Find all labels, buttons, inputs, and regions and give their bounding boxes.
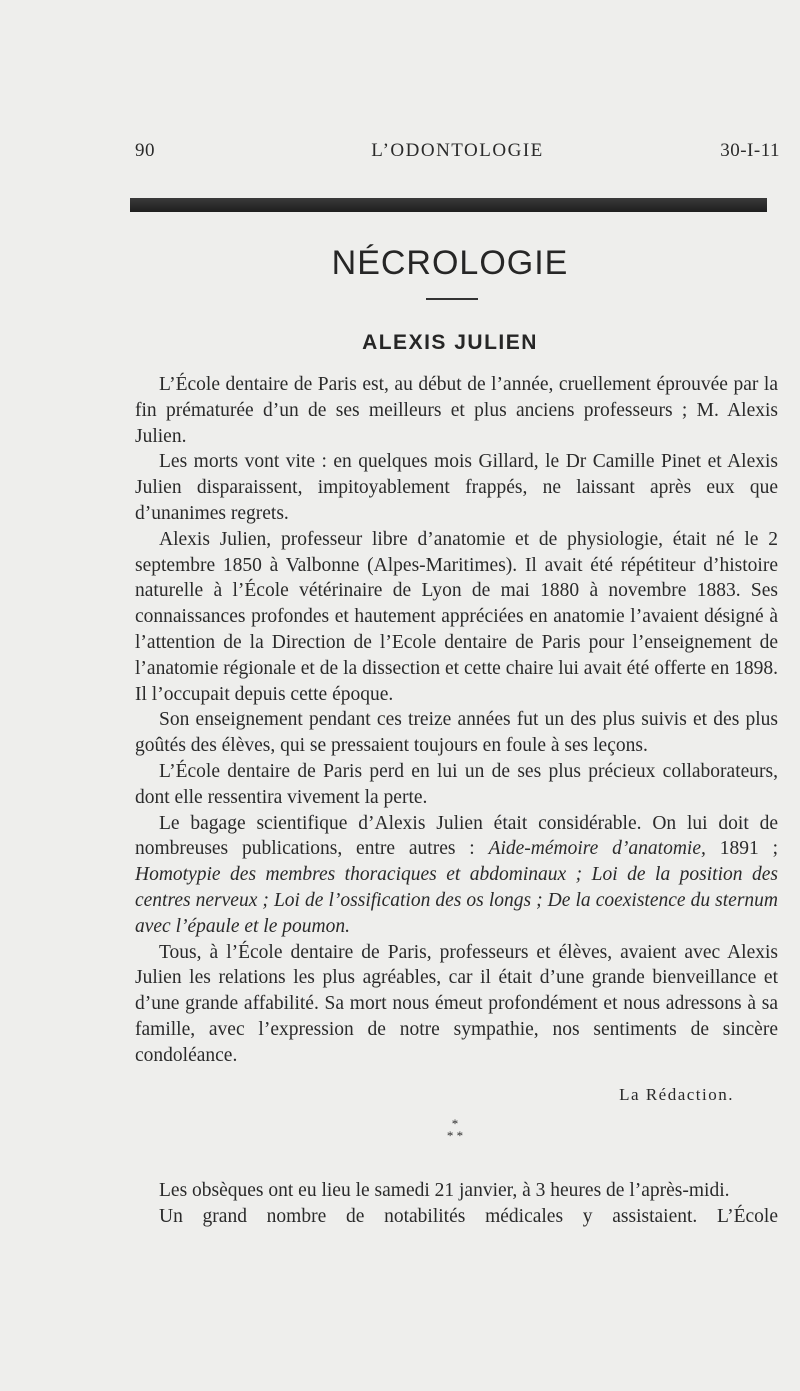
paragraph: Son enseignement pendant ces treize années fut un des plus suivis et des plus goûtés des élèves, qui se pressaient toujours en foule à ses leçons. — [135, 709, 778, 757]
paragraph: L’École dentaire de Paris perd en lui un de ses plus précieux collaborateurs, dont elle ressentira vivement la perte. — [135, 760, 778, 808]
funeral-notice — [135, 1178, 778, 1230]
running-header — [135, 140, 780, 166]
page-number: 90 — [135, 140, 155, 161]
journal-title: L’ODONTOLOGIE — [371, 140, 544, 161]
section-title: NÉCROLOGIE — [331, 244, 569, 282]
publication-title: Aide-mémoire d’anatomie, — [488, 838, 706, 860]
paragraph: Les morts vont vite : en quelques mois Gillard, le Dr Camille Pinet et Alexis Julien disparaissent, impitoyablement frappés, ne laissant après eux que d’unanimes regrets. — [135, 451, 778, 524]
signature: La Rédaction. — [619, 1085, 734, 1104]
paragraph: Tous, à l’École dentaire de Paris, professeurs et élèves, avaient avec Alexis Julien les relations les plus agréables, car il était d’une grande bienveillance et d’une grande affabilité. Sa mort nous émeut profondément et nous adressons à sa famille, avec l’expression de notre sympathie, nos sentiments de sincère condoléance. — [135, 941, 778, 1066]
publications-intro: Le bagage scientifique d’Alexis Julien était considérable. On lui doit de nombreuses publications, entre autres : — [135, 812, 778, 860]
paragraph: Les obsèques ont eu lieu le samedi 21 janvier, à 3 heures de l’après-midi. — [159, 1180, 730, 1201]
article-body — [135, 372, 778, 1069]
paragraph: L’École dentaire de Paris est, au début de l’année, cruellement éprouvée par la fin prématurée d’un de ses meilleurs et plus anciens professeurs ; M. Alexis Julien. — [135, 374, 778, 447]
paragraph: Alexis Julien, professeur libre d’anatomie et de physiologie, était né le 2 septembre 1850 à Valbonne (Alpes-Maritimes). Il avait été répétiteur d’histoire naturelle à l’École vétérinaire de Lyon de mai 1880 à novembre 1883. Ses connaissances profondes et hautement appréciées en anatomie l’avaient désigné à l’attention de la Direction de l’Ecole dentaire de Paris pour l’enseignement de l’anatomie régionale et de la dissection et cette chaire lui avait été offerte en 1898. Il l’occupait depuis cette époque. — [135, 528, 778, 705]
paragraph: Un grand nombre de notabilités médicales y assistaient. L’École — [159, 1206, 778, 1227]
header-rule — [130, 198, 767, 212]
asterism-divider: * * * — [446, 1116, 464, 1143]
title-divider — [426, 298, 478, 300]
publication-year: 1891 ; — [705, 838, 779, 860]
issue-date: 30-I-11 — [720, 140, 780, 161]
article-title: ALEXIS JULIEN — [362, 331, 538, 354]
publications-paragraph — [135, 811, 778, 940]
publication-title: Homotypie des membres thoraciques et abdominaux ; Loi de la position des centres nerveux ; Loi de l’ossification des os longs ; De la coexistence du sternum avec l’épaule et le poumon. — [135, 864, 778, 937]
